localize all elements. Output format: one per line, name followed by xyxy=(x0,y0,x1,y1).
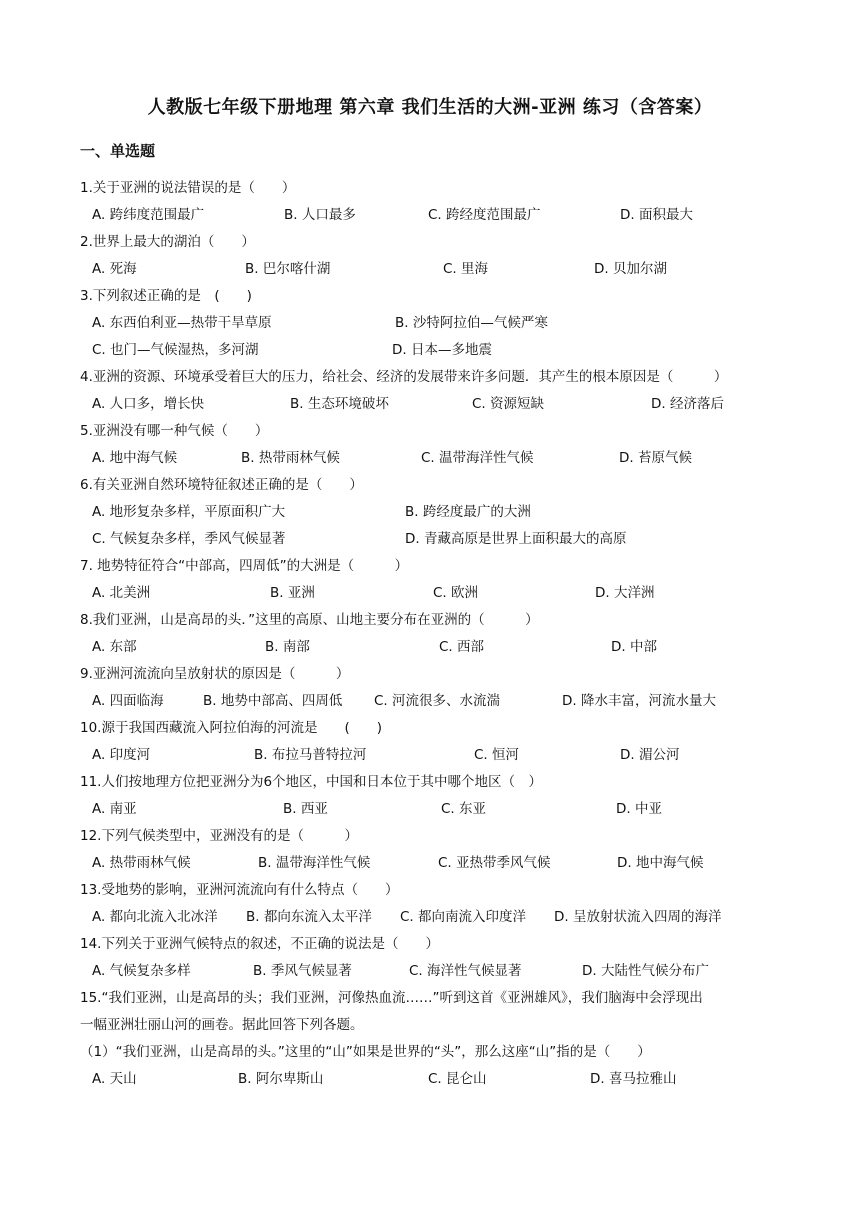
question-2-option-b: B. 巴尔喀什湖 xyxy=(245,261,331,277)
question-12-stem: 12.下列气候类型中，亚洲没有的是（ ） xyxy=(80,828,358,844)
question-8-option-d: D. 中部 xyxy=(611,639,657,655)
question-14-option-a: A. 气候复杂多样 xyxy=(92,963,191,979)
question-5-stem: 5.亚洲没有哪一种气候（ ） xyxy=(80,423,269,439)
question-7-option-d: D. 大洋洲 xyxy=(595,585,655,601)
question-15-1-option-b: B. 阿尔卑斯山 xyxy=(238,1071,324,1087)
question-14-option-b: B. 季风气候显著 xyxy=(253,963,352,979)
question-1-option-a: A. 跨纬度范围最广 xyxy=(92,207,205,223)
question-12-option-b: B. 温带海洋性气候 xyxy=(258,855,371,871)
question-7-option-c: C. 欧洲 xyxy=(433,585,479,601)
question-4-option-a: A. 人口多，增长快 xyxy=(92,396,205,412)
question-4-option-b: B. 生态环境破坏 xyxy=(290,396,389,412)
question-9-option-a: A. 四面临海 xyxy=(92,693,164,709)
question-14-option-d: D. 大陆性气候分布广 xyxy=(582,963,709,979)
question-3-option-a: A. 东西伯利亚—热带干旱草原 xyxy=(92,315,272,331)
question-5-option-d: D. 苔原气候 xyxy=(619,450,692,466)
question-3-option-d: D. 日本—多地震 xyxy=(392,342,492,358)
question-15-stem-line2: 一幅亚洲壮丽山河的画卷。据此回答下列各题。 xyxy=(80,1017,364,1033)
question-11-option-b: B. 西亚 xyxy=(283,801,328,817)
question-11-option-a: A. 南亚 xyxy=(92,801,137,817)
question-12-option-d: D. 地中海气候 xyxy=(617,855,704,871)
question-3-option-c: C. 也门—气候湿热，多河湖 xyxy=(92,342,259,358)
question-9-option-d: D. 降水丰富，河流水量大 xyxy=(562,693,716,709)
question-8-stem: 8.我们亚洲，山是高昂的头．”这里的高原、山地主要分布在亚洲的（ ） xyxy=(80,612,539,628)
question-15-1-option-a: A. 天山 xyxy=(92,1071,137,1087)
question-2-stem: 2.世界上最大的湖泊（ ） xyxy=(80,234,255,250)
question-1-option-d: D. 面积最大 xyxy=(620,207,693,223)
question-5-option-b: B. 热带雨林气候 xyxy=(241,450,340,466)
question-13-stem: 13.受地势的影响，亚洲河流流向有什么特点（ ） xyxy=(80,882,399,898)
question-13-option-a: A. 都向北流入北冰洋 xyxy=(92,909,218,925)
question-11-option-d: D. 中亚 xyxy=(616,801,662,817)
question-13-option-c: C. 都向南流入印度洋 xyxy=(400,909,527,925)
question-4-stem: 4.亚洲的资源、环境承受着巨大的压力，给社会、经济的发展带来许多问题．其产生的根本原因是（ ） xyxy=(80,369,728,385)
question-9-option-c: C. 河流很多、水流湍 xyxy=(374,693,501,709)
question-1-option-b: B. 人口最多 xyxy=(284,207,356,223)
section-heading: 一、单选题 xyxy=(80,142,156,160)
question-10-stem: 10.源于我国西藏流入阿拉伯海的河流是 ( ) xyxy=(80,720,383,736)
question-4-option-d: D. 经济落后 xyxy=(651,396,724,412)
question-10-option-d: D. 湄公河 xyxy=(620,747,680,763)
question-5-option-c: C. 温带海洋性气候 xyxy=(421,450,534,466)
question-12-option-a: A. 热带雨林气候 xyxy=(92,855,191,871)
question-8-option-b: B. 南部 xyxy=(265,639,310,655)
question-6-option-b: B. 跨经度最广的大洲 xyxy=(405,504,531,520)
question-2-option-d: D. 贝加尔湖 xyxy=(594,261,667,277)
question-3-stem: 3.下列叙述正确的是 ( ) xyxy=(80,288,252,304)
question-11-option-c: C. 东亚 xyxy=(441,801,487,817)
question-7-stem: 7. 地势特征符合“中部高，四周低”的大洲是（ ） xyxy=(80,558,409,574)
question-8-option-c: C. 西部 xyxy=(439,639,485,655)
question-6-option-d: D. 青藏高原是世界上面积最大的高原 xyxy=(405,531,627,547)
question-15-stem-line1: 15.“我们亚洲，山是高昂的头；我们亚洲，河像热血流……”听到这首《亚洲雄风》，我们脑海中会浮现出 xyxy=(80,990,703,1006)
question-12-option-c: C. 亚热带季风气候 xyxy=(438,855,551,871)
question-1-option-c: C. 跨经度范围最广 xyxy=(428,207,541,223)
question-10-option-c: C. 恒河 xyxy=(474,747,520,763)
question-7-option-b: B. 亚洲 xyxy=(270,585,315,601)
page-title: 人教版七年级下册地理 第六章 我们生活的大洲-亚洲 练习（含答案） xyxy=(147,97,713,118)
question-15-1-option-d: D. 喜马拉雅山 xyxy=(590,1071,677,1087)
question-8-option-a: A. 东部 xyxy=(92,639,137,655)
question-9-stem: 9.亚洲河流流向呈放射状的原因是（ ） xyxy=(80,666,350,682)
question-6-option-a: A. 地形复杂多样，平原面积广大 xyxy=(92,504,286,520)
question-4-option-c: C. 资源短缺 xyxy=(472,396,545,412)
question-10-option-b: B. 布拉马普特拉河 xyxy=(254,747,367,763)
question-15-1-stem: （1）“我们亚洲，山是高昂的头。”这里的“山”如果是世界的“头”，那么这座“山”指的是（ ） xyxy=(80,1044,651,1060)
question-7-option-a: A. 北美洲 xyxy=(92,585,151,601)
question-11-stem: 11.人们按地理方位把亚洲分为6个地区，中国和日本位于其中哪个地区（ ） xyxy=(80,774,543,790)
question-2-option-c: C. 里海 xyxy=(443,261,489,277)
question-2-option-a: A. 死海 xyxy=(92,261,137,277)
question-15-1-option-c: C. 昆仑山 xyxy=(428,1071,487,1087)
question-13-option-b: B. 都向东流入太平洋 xyxy=(246,909,372,925)
question-3-option-b: B. 沙特阿拉伯—气候严寒 xyxy=(395,315,548,331)
question-6-stem: 6.有关亚洲自然环境特征叙述正确的是（ ） xyxy=(80,477,363,493)
question-13-option-d: D. 呈放射状流入四周的海洋 xyxy=(554,909,722,925)
question-9-option-b: B. 地势中部高、四周低 xyxy=(203,693,343,709)
question-10-option-a: A. 印度河 xyxy=(92,747,151,763)
question-5-option-a: A. 地中海气候 xyxy=(92,450,178,466)
question-14-option-c: C. 海洋性气候显著 xyxy=(409,963,522,979)
question-6-option-c: C. 气候复杂多样，季风气候显著 xyxy=(92,531,286,547)
question-14-stem: 14.下列关于亚洲气候特点的叙述，不正确的说法是（ ） xyxy=(80,936,439,952)
question-1-stem: 1.关于亚洲的说法错误的是（ ） xyxy=(80,180,296,196)
